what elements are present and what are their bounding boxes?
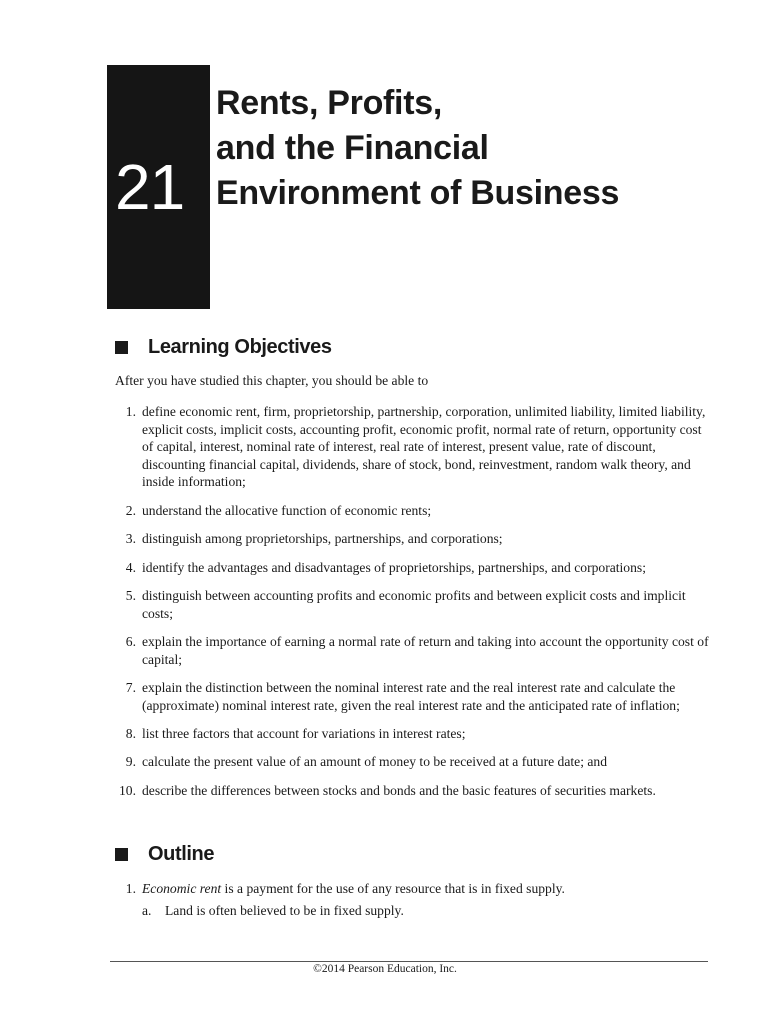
outline-list	[110, 880, 710, 920]
section-heading-label: Learning Objectives	[148, 336, 332, 358]
objective-number: 3.	[125, 531, 136, 547]
objective-item	[110, 530, 710, 548]
objective-number: 4.	[125, 559, 136, 575]
objective-text: explain the importance of earning a normal rate of return and taking into account the opportunity cost of capital;	[142, 633, 709, 667]
chapter-number-block	[107, 65, 210, 309]
objective-item	[110, 403, 710, 491]
chapter-number: 21	[115, 151, 185, 223]
objective-item	[110, 633, 710, 668]
objective-text: distinguish among proprietorships, partnerships, and corporations;	[142, 531, 503, 547]
objective-item	[110, 502, 710, 520]
chapter-title-line: Rents, Profits,	[216, 84, 442, 122]
objective-number: 8.	[125, 725, 136, 741]
objective-text: distinguish between accounting profits and economic profits and between explicit costs and implicit costs;	[142, 587, 686, 621]
objectives-list	[110, 403, 710, 810]
chapter-title	[216, 81, 736, 216]
chapter-title-line: Environment of Business	[216, 174, 620, 212]
outline-heading	[115, 843, 214, 866]
objective-number: 10.	[119, 782, 136, 798]
outline-subitem	[142, 902, 710, 920]
objective-number: 7.	[125, 679, 136, 695]
objectives-intro: After you have studied this chapter, you should be able to	[115, 373, 429, 388]
outline-sub-letter: a.	[142, 903, 152, 918]
outline-number: 1.	[125, 881, 136, 896]
objective-number: 5.	[125, 587, 136, 603]
chapter-title-line: and the Financial	[216, 129, 489, 167]
objective-text: describe the differences between stocks and bonds and the basic features of securities markets.	[142, 782, 656, 798]
objective-number: 2.	[125, 502, 136, 518]
objective-text: explain the distinction between the nominal interest rate and the real interest rate and calculate the (approximate) nominal interest rate, given the real interest rate and the anticipated rate of inflation;	[142, 679, 680, 713]
bullet-square-icon	[115, 341, 128, 354]
objective-item	[110, 679, 710, 714]
bullet-square-icon	[115, 848, 128, 861]
objective-item	[110, 782, 710, 800]
outline-text: is a payment for the use of any resource that is in fixed supply.	[221, 881, 565, 896]
objective-text: identify the advantages and disadvantages of proprietorships, partnerships, and corporations;	[142, 559, 646, 575]
section-heading-label: Outline	[148, 843, 215, 865]
objective-item	[110, 725, 710, 743]
outline-term: Economic rent	[142, 881, 222, 896]
objective-text: list three factors that account for variations in interest rates;	[142, 725, 466, 741]
footer-rule	[110, 961, 708, 962]
objective-number: 6.	[125, 633, 136, 649]
copyright-footer: ©2014 Pearson Education, Inc.	[313, 963, 457, 975]
objective-number: 9.	[125, 754, 136, 770]
objective-item	[110, 753, 710, 771]
outline-sub-text: Land is often believed to be in fixed supply.	[165, 903, 404, 918]
objective-item	[110, 559, 710, 577]
learning-objectives-heading	[115, 336, 332, 359]
outline-item	[110, 880, 710, 920]
objective-text: define economic rent, firm, proprietorship, partnership, corporation, unlimited liability, limited liability, explicit costs, implicit costs, accounting profit, economic profit, normal rate of return, opportunity cost of capital, interest, nominal rate of interest, real rate of interest, present value, rate of discount, discounting financial capital, dividends, share of stock, bond, reinvestment, random walk theory, and inside information;	[142, 404, 706, 490]
objective-item	[110, 587, 710, 622]
objective-text: calculate the present value of an amount of money to be received at a future date; and	[142, 754, 608, 770]
objective-text: understand the allocative function of economic rents;	[142, 502, 432, 518]
objective-number: 1.	[125, 404, 136, 419]
